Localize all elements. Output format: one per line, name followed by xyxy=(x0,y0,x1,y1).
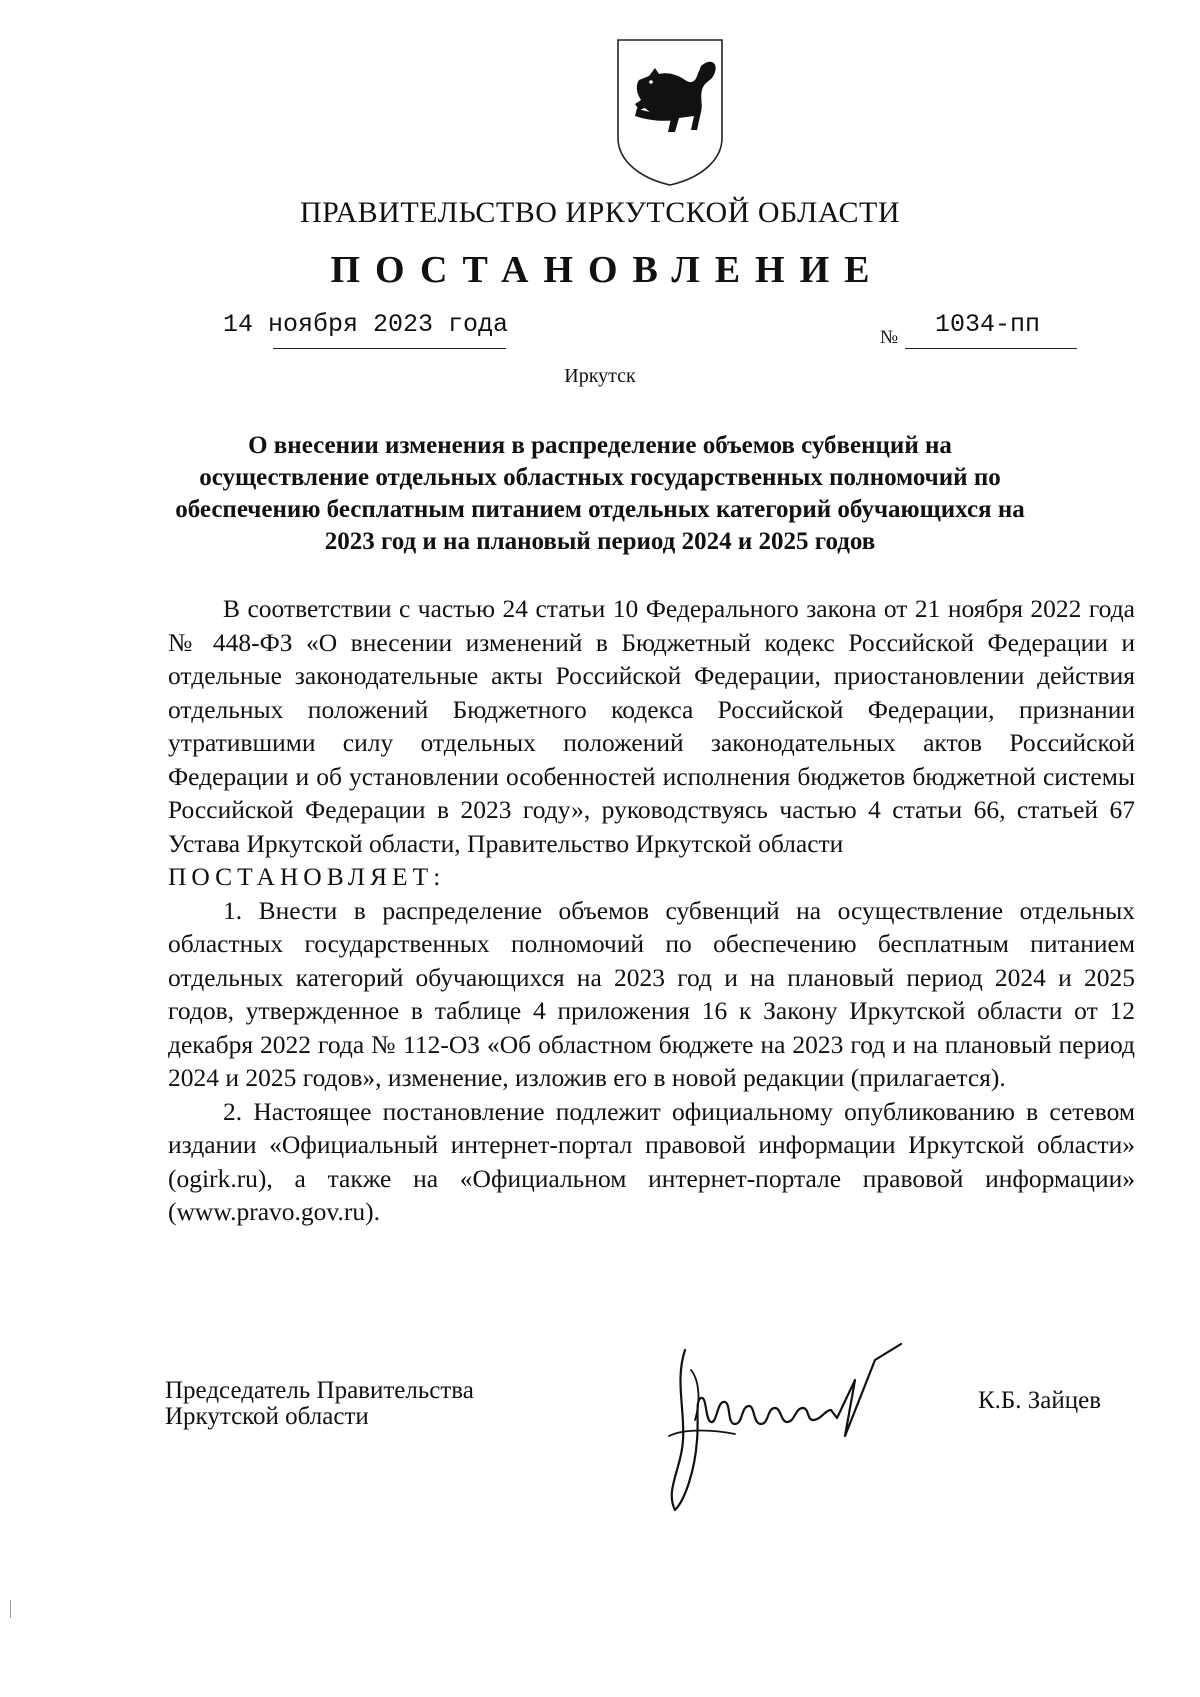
position-line-1: Председатель Правительства xyxy=(165,1377,474,1404)
decree-body xyxy=(168,592,1135,1229)
decree-date: 14 ноября 2023 года xyxy=(223,310,509,339)
document-type: ПОСТАНОВЛЕНИЕ xyxy=(330,249,885,291)
decree-number: 1034-пп xyxy=(935,310,1041,339)
item-2-paragraph: 2. Настоящее постановление подлежит официальному опубликованию в сетевом издании «Официальный интернет-портал правовой информации Иркутской области» (ogirk.ru), а также на «Официальном интернет-портале правовой информации» (www.pravo.gov.ru). xyxy=(168,1096,1135,1226)
coat-of-arms-icon xyxy=(615,38,725,188)
item-1-paragraph: 1. Внести в распределение объемов субвенций на осуществление отдельных областных государственных полномочий по обеспечению бесплатным питанием отдельных категорий обучающихся на 2023 год и на плановый период 2024 и 2025 годов, утвержденное в таблице 4 приложения 16 к Закону Иркутской области от 12 декабря 2022 года № 112-ОЗ «Об областном бюджете на 2023 год и на плановый период 2024 и 2025 годов», изменение, изложив его в новой редакции (прилагается). xyxy=(168,895,1135,1092)
preamble-paragraph: В соответствии с частью 24 статьи 10 Федерального закона от 21 ноября 2022 года № 448-ФЗ «О внесении изменений в Бюджетный кодекс Российской Федерации и отдельные законодательные акты Российской Федерации, приостановлении действия отдельных положений Бюджетного кодекса Российской Федерации, признании утратившими силу отдельных положений законодательных актов Российской Федерации и об установлении особенностей исполнения бюджетов бюджетной системы Российской Федерации в 2023 году», руководствуясь частью 4 статьи 66, статьей 67 Устава Иркутской области, Правительство Иркутской области xyxy=(168,594,1135,858)
number-sign: № xyxy=(880,327,899,348)
signatory-name: К.Б. Зайцев xyxy=(978,1387,1102,1414)
position-line-2: Иркутской области xyxy=(165,1403,369,1430)
date-underline xyxy=(273,348,506,349)
handwritten-signature xyxy=(655,1340,955,1520)
decree-word: ПОСТАНОВЛЯЕТ: xyxy=(168,862,446,891)
signatory-position xyxy=(165,1378,474,1430)
scan-artifact xyxy=(10,1600,11,1618)
city: Иркутск xyxy=(564,365,636,387)
number-underline xyxy=(905,348,1077,349)
government-name: ПРАВИТЕЛЬСТВО ИРКУТСКОЙ ОБЛАСТИ xyxy=(299,196,901,229)
decree-title: О внесении изменения в распределение объемов субвенций на осуществление отдельных областных государственных полномочий по обеспечению бесплатным питанием отдельных категорий обучающихся на 2023 год и на плановый период 2024 и 2025 годов xyxy=(175,432,1025,555)
